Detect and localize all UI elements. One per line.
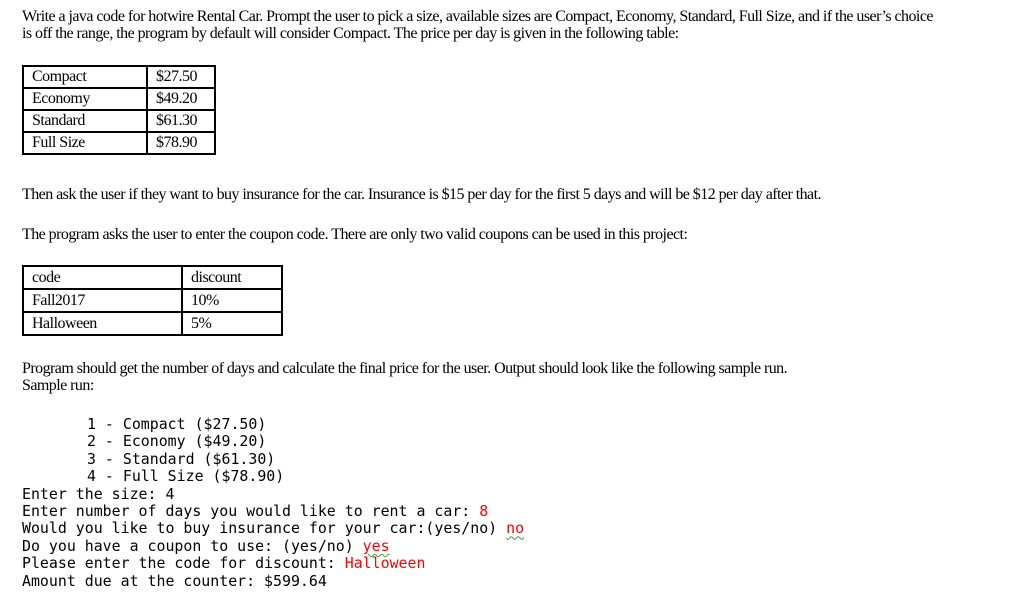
code-cell: Halloween: [23, 312, 182, 335]
sample-run-output: [22, 416, 524, 590]
size-value: 4: [165, 484, 175, 503]
code-line: [22, 555, 524, 572]
price-cell: $27.50: [147, 66, 215, 88]
code-value: Halloween: [344, 554, 426, 573]
price-cell: $78.90: [147, 132, 215, 154]
coupon-paragraph: The program asks the user to enter the coupon code. There are only two valid coupons can be used in this project:: [22, 226, 688, 243]
insurance-value: no: [506, 519, 525, 538]
coupon-line: [22, 538, 524, 555]
insurance-line: [22, 520, 524, 537]
table-row: [23, 110, 215, 132]
code-cell: Fall2017: [23, 289, 182, 312]
table-row: [23, 312, 282, 335]
table-row: [23, 289, 282, 312]
price-table: [22, 65, 216, 155]
size-cell: Compact: [23, 66, 147, 88]
menu-item: 1 - Compact ($27.50): [87, 415, 267, 433]
days-value: 8: [479, 502, 489, 521]
code-prompt: Please enter the code for discount:: [22, 554, 345, 573]
intro-line-2: is off the range, the program by default will consider Compact. The price per day is given in the following table:: [22, 25, 679, 42]
menu-item: 3 - Standard ($61.30): [87, 449, 276, 468]
coupon-table: [22, 265, 283, 336]
table-row: [23, 66, 215, 88]
table-row: [23, 88, 215, 110]
coupon-prompt: Do you have a coupon to use: (yes/no): [22, 536, 363, 555]
insurance-prompt: Would you like to buy insurance for your car:(yes/no): [22, 519, 507, 538]
amount-line: Amount due at the counter: $599.64: [22, 571, 327, 590]
days-line: [22, 503, 524, 520]
table-header-row: [23, 266, 282, 289]
menu-item: 4 - Full Size ($78.90): [87, 467, 285, 486]
price-cell: $61.30: [147, 110, 215, 132]
insurance-paragraph: Then ask the user if they want to buy insurance for the car. Insurance is $15 per day for the first 5 days and will be $12 per day after that.: [22, 186, 821, 203]
table-row: [23, 132, 215, 154]
price-cell: $49.20: [147, 88, 215, 110]
size-line: [22, 486, 524, 503]
coupon-value: yes: [362, 536, 390, 555]
size-cell: Economy: [23, 88, 147, 110]
intro-line-1: Write a java code for hotwire Rental Car. Prompt the user to pick a size, available sizes are Compact, Economy, Standard, Full Size, and if the user’s choice: [22, 8, 933, 25]
days-prompt: Enter number of days you would like to rent a car:: [22, 502, 480, 521]
size-cell: Standard: [23, 110, 147, 132]
discount-cell: 5%: [182, 312, 282, 335]
output-paragraph: Program should get the number of days and calculate the final price for the user. Output should look like the following sample run.: [22, 360, 788, 377]
size-cell: Full Size: [23, 132, 147, 154]
size-prompt: Enter the size:: [22, 484, 166, 503]
sample-run-label: Sample run:: [22, 377, 94, 394]
menu-item: 2 - Economy ($49.20): [87, 432, 267, 451]
discount-cell: 10%: [182, 289, 282, 312]
header-code: code: [23, 266, 182, 289]
header-discount: discount: [182, 266, 282, 289]
